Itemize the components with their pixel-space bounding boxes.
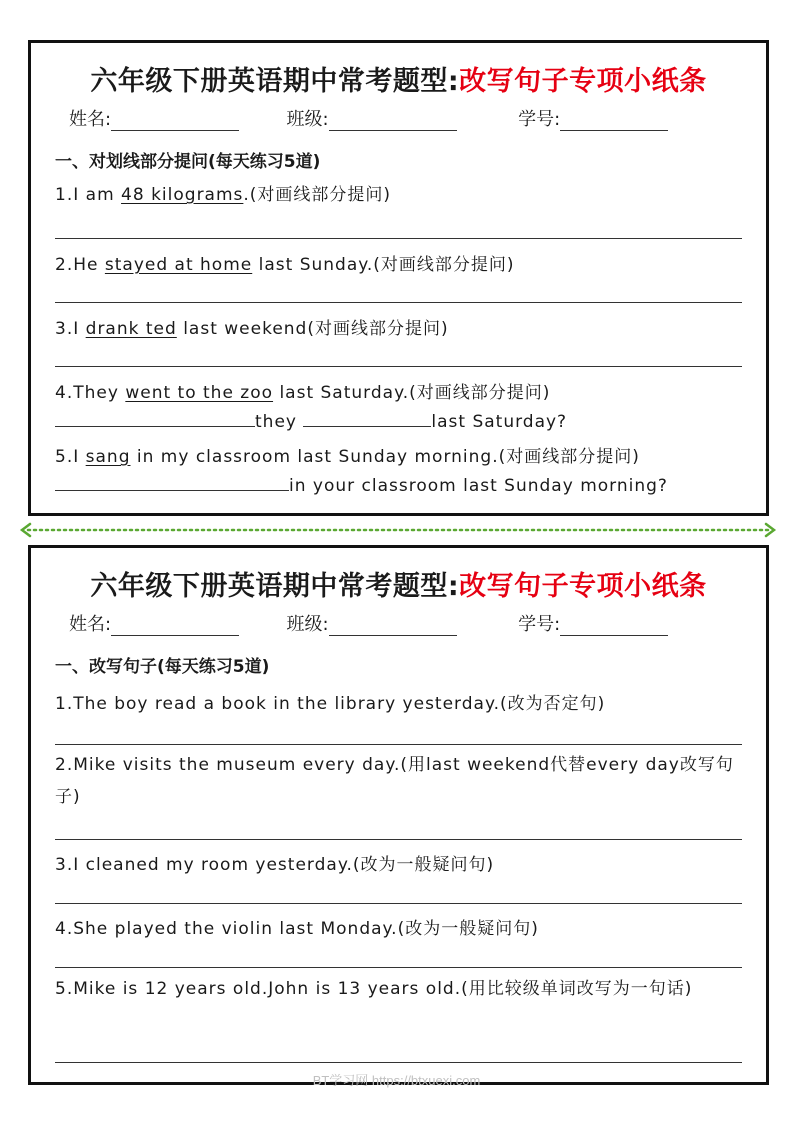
- question-5: 5.Mike is 12 years old.John is 13 years old.(用比较级单词改写为一句话): [55, 979, 693, 999]
- answer-line-1[interactable]: [55, 744, 742, 745]
- title-red: 改写句子专项小纸条: [459, 66, 707, 97]
- id-blank[interactable]: [560, 112, 668, 131]
- title-black: 六年级下册英语期中常考题型:: [90, 66, 460, 97]
- question-4: 4.She played the violin last Monday.(改为一般疑问句): [55, 919, 539, 939]
- title-black: 六年级下册英语期中常考题型:: [90, 571, 460, 602]
- underlined-phrase: drank ted: [85, 319, 177, 339]
- class-blank[interactable]: [329, 112, 457, 131]
- answer-line-3[interactable]: [55, 903, 742, 904]
- question-3: 3.I drank ted last weekend(对画线部分提问): [55, 319, 449, 339]
- name-blank[interactable]: [111, 617, 239, 636]
- name-blank[interactable]: [111, 112, 239, 131]
- id-blank[interactable]: [560, 617, 668, 636]
- cut-line-divider: [18, 522, 778, 538]
- answer-line-4[interactable]: [55, 967, 742, 968]
- name-label: 姓名:: [69, 614, 112, 635]
- title-red: 改写句子专项小纸条: [459, 571, 707, 602]
- id-label: 学号:: [518, 109, 561, 130]
- worksheet-card-2: [28, 545, 769, 1085]
- name-label: 姓名:: [69, 109, 112, 130]
- worksheet-card-1: [28, 40, 769, 516]
- answer-line-2[interactable]: [55, 839, 742, 840]
- underlined-phrase: stayed at home: [104, 255, 253, 275]
- question-4: 4.They went to the zoo last Saturday.(对画线部分提问): [55, 383, 551, 403]
- answer-line-1[interactable]: [55, 238, 742, 239]
- question-1: 1.I am 48 kilograms.(对画线部分提问): [55, 185, 392, 205]
- answer-template-4: they last Saturday?: [55, 410, 567, 432]
- question-2: 2.He stayed at home last Sunday.(对画线部分提问): [55, 255, 515, 275]
- class-blank[interactable]: [329, 617, 457, 636]
- underlined-phrase: went to the zoo: [125, 383, 274, 403]
- sheet-title: [31, 59, 766, 98]
- underlined-phrase: sang: [85, 447, 131, 467]
- question-5: 5.I sang in my classroom last Sunday morning.(对画线部分提问): [55, 447, 640, 467]
- fill-blank[interactable]: [55, 410, 255, 427]
- section-heading: 一、对划线部分提问(每天练习5道): [55, 152, 321, 172]
- student-info-row: [69, 105, 668, 131]
- fill-blank[interactable]: [55, 474, 289, 491]
- sheet-title: [31, 564, 766, 603]
- question-3: 3.I cleaned my room yesterday.(改为一般疑问句): [55, 855, 495, 875]
- question-2: 2.Mike visits the museum every day.(用last weekend代替every day改写句子): [55, 755, 734, 807]
- watermark-footer: BT学习网 https://btxuexi.com: [312, 1073, 481, 1088]
- question-1: 1.The boy read a book in the library yesterday.(改为否定句): [55, 694, 606, 714]
- id-label: 学号:: [518, 614, 561, 635]
- answer-line-5[interactable]: [55, 1062, 742, 1063]
- class-label: 班级:: [286, 614, 329, 635]
- fill-blank[interactable]: [303, 410, 431, 427]
- underlined-phrase: 48 kilograms: [121, 185, 244, 205]
- student-info-row: [69, 610, 668, 636]
- class-label: 班级:: [286, 109, 329, 130]
- answer-line-2[interactable]: [55, 302, 742, 303]
- answer-line-3[interactable]: [55, 366, 742, 367]
- section-heading: 一、改写句子(每天练习5道): [55, 657, 270, 677]
- answer-template-5: in your classroom last Sunday morning?: [55, 474, 668, 496]
